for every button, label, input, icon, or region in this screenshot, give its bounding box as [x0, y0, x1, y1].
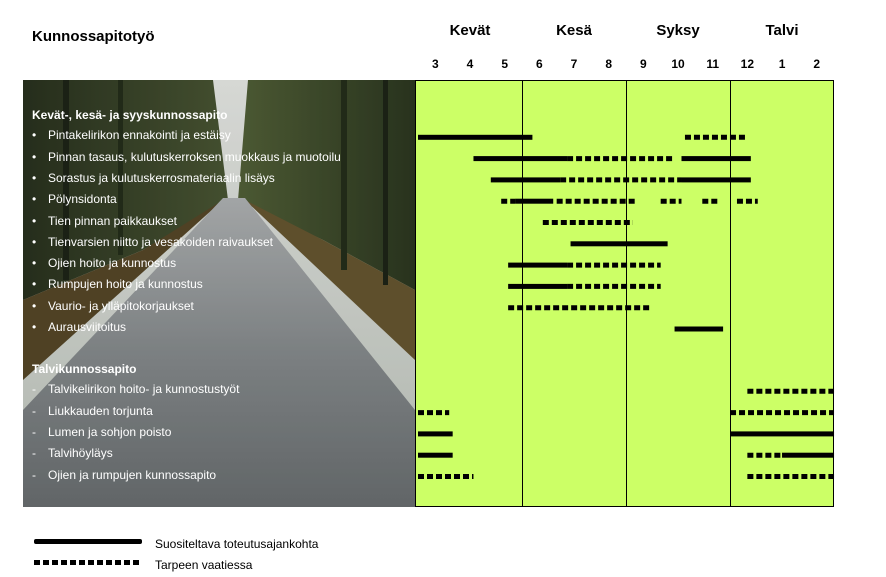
- task-label-text: Tienvarsien niitto ja vesakoiden raivaukset: [48, 234, 274, 249]
- bullet: •: [32, 128, 37, 143]
- task-label-text: Rumpujen hoito ja kunnostus: [48, 277, 203, 292]
- task-label-text: Vaurio- ja ylläpitokorjaukset: [48, 298, 194, 313]
- legend-swatch-recommended: [34, 539, 142, 544]
- task-label-text: Ojien ja rumpujen kunnossapito: [48, 467, 217, 482]
- bullet: •: [32, 320, 37, 334]
- season-header: Syksy: [656, 22, 700, 39]
- bullet: •: [32, 170, 37, 185]
- recommended-period-bar: [681, 177, 750, 182]
- task-group-title: Kevät-, kesä- ja syyskunnossapito: [32, 108, 228, 122]
- month-tick-label: 3: [431, 57, 439, 71]
- bullet: •: [32, 149, 37, 164]
- month-tick-label: 9: [640, 57, 647, 71]
- month-tick-label: 2: [813, 57, 821, 71]
- bullet: -: [32, 424, 36, 439]
- month-tick-label: 11: [706, 57, 720, 71]
- bullet: •: [32, 256, 37, 271]
- recommended-period-bar: [418, 431, 453, 436]
- recommended-period-bar: [571, 241, 668, 246]
- month-tick-label: 10: [671, 57, 685, 71]
- month-tick-label: 1: [778, 57, 786, 71]
- task-group-title: Talvikunnossapito: [32, 362, 137, 376]
- task-label-text: Pintakelirikon ennakointi ja estäisy: [48, 128, 231, 143]
- bullet: •: [32, 234, 37, 249]
- month-tick-label: 6: [536, 57, 543, 71]
- month-tick-label: 5: [501, 57, 509, 71]
- recommended-period-bar: [508, 263, 567, 268]
- task-label-text: Tien pinnan paikkaukset: [48, 213, 177, 228]
- task-label-text: Pölynsidonta: [48, 192, 117, 207]
- recommended-period-bar: [730, 431, 834, 436]
- month-tick-label: 8: [605, 57, 613, 71]
- month-tick-label: 7: [570, 57, 578, 71]
- task-label-text: Sorastus ja kulutuskerrosmateriaalin lisäys: [48, 170, 275, 185]
- recommended-period-bar: [675, 327, 724, 332]
- season-header: Kevät: [449, 22, 491, 39]
- recommended-period-bar: [681, 156, 750, 161]
- bullet: •: [32, 277, 37, 292]
- task-label-text: Lumen ja sohjon poisto: [48, 424, 172, 439]
- legend-swatch-as-needed: [34, 560, 142, 565]
- recommended-period-bar: [491, 177, 560, 182]
- task-label-text: Liukkauden torjunta: [48, 403, 153, 418]
- bullet: •: [32, 192, 37, 207]
- task-label-text: Ojien hoito ja kunnostus: [48, 256, 177, 271]
- season-header: Talvi: [765, 22, 799, 39]
- season-header: Kesä: [556, 22, 592, 39]
- chart-title: Kunnossapitotyö: [32, 28, 155, 45]
- recommended-period-bar: [508, 284, 567, 289]
- legend-label-as-needed: Tarpeen vaatiessa: [155, 558, 253, 572]
- recommended-period-bar: [418, 453, 453, 458]
- bullet: •: [32, 298, 37, 313]
- task-label-text: Talvihöyläys: [48, 446, 113, 461]
- bullet: •: [32, 213, 37, 228]
- task-label-text: Aurausviitoitus: [48, 320, 127, 334]
- task-label-text: Pinnan tasaus, kulutuskerroksen muokkaus ja muotoilu: [48, 149, 341, 164]
- month-tick-label: 12: [740, 57, 755, 71]
- recommended-period-bar: [515, 199, 553, 204]
- month-tick-label: 4: [466, 57, 474, 71]
- bullet: -: [32, 446, 36, 461]
- recommended-period-bar: [418, 135, 532, 140]
- legend-label-recommended: Suositeltava toteutusajankohta: [155, 537, 319, 551]
- bullet: -: [32, 403, 36, 418]
- bullet: -: [32, 382, 36, 397]
- bullet: -: [32, 467, 36, 482]
- recommended-period-bar: [782, 453, 834, 458]
- recommended-period-bar: [473, 156, 567, 161]
- task-label-text: Talvikelirikon hoito- ja kunnostustyöt: [48, 382, 240, 397]
